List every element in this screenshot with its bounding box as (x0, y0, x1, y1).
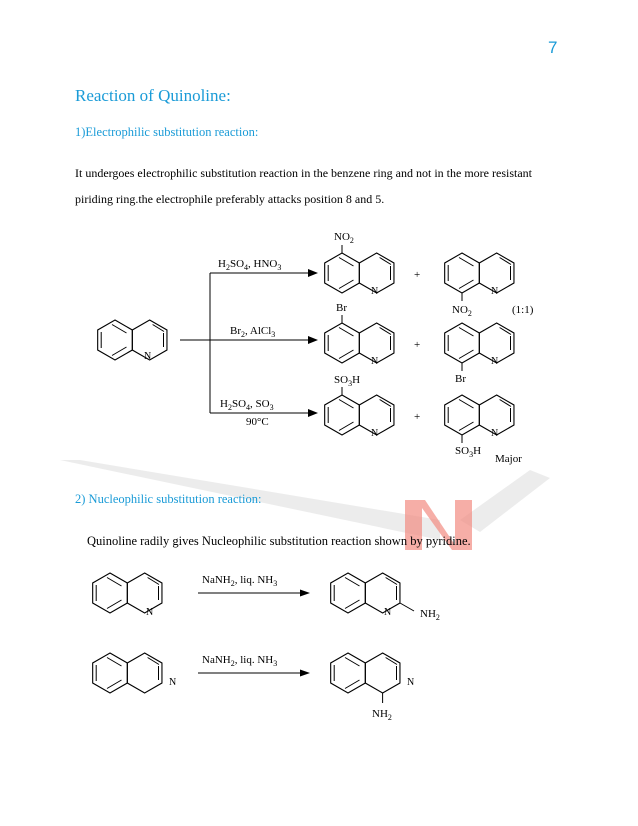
nitrogen-label: N (371, 356, 379, 367)
product-ratio: (1:1) (512, 304, 534, 316)
paragraph-line: It undergoes electrophilic substitution reaction in the benzene ring and not in the more resistant (75, 166, 532, 180)
substituent-no2: $NO_2$ (452, 304, 472, 318)
paragraph-line: piriding ring.the electrophile preferably attacks position 8 and 5. (75, 192, 385, 206)
plus-sign: + (414, 411, 421, 423)
substituent-so3h: $SO_3H$ (334, 374, 361, 388)
nitrogen-label: N (491, 286, 499, 297)
product-8-nitroquinoline (445, 253, 514, 293)
nitrogen-label: N (491, 428, 499, 439)
substituent-so3h: $SO_3H$ (455, 445, 482, 459)
product-5-nitroquinoline (325, 253, 394, 293)
nitrogen-label: N (371, 286, 379, 297)
substituent-br: Br (336, 302, 347, 314)
plus-sign: + (414, 339, 421, 351)
nitrogen-label: N (491, 356, 499, 367)
substituent-no2: $NO_2$ (334, 231, 354, 245)
nitrogen-label: N (407, 677, 415, 688)
product-quinoline-8-sulfonic-acid (445, 395, 514, 435)
page-number: 7 (548, 38, 558, 57)
quinoline-structure (98, 320, 167, 360)
substituent-nh2: $NH_2$ (420, 608, 440, 622)
paragraph-nucleophilic: Quinoline radily gives Nucleophilic substitution reaction shown by pyridine. (87, 534, 471, 548)
substituent-nh2: $NH_2$ (372, 708, 392, 722)
reagent-sodamide: NaNH$_2$, liq. $NH_3$ (202, 654, 278, 668)
paragraph-electrophilic (75, 160, 570, 212)
product-5-bromoquinoline (325, 323, 394, 363)
nitrogen-label: N (384, 607, 392, 618)
reagent-sulfonation: $H_2SO_4$, $SO_3$ (220, 398, 274, 412)
substituent-br: Br (455, 373, 466, 385)
reaction-condition: 90°C (246, 416, 269, 428)
nitrogen-label: N (146, 607, 154, 618)
plus-sign: + (414, 269, 421, 281)
reagent-bromination: $Br_2$, AlCl$_3$ (230, 325, 276, 339)
nitrogen-label: N (169, 677, 177, 688)
product-1-aminoisoquinoline (331, 653, 400, 693)
electrophilic-substitution-scheme (80, 225, 550, 475)
product-quinoline-5-sulfonic-acid (325, 395, 394, 435)
section-heading-electrophilic: 1)Electrophilic substitution reaction: (75, 125, 259, 139)
isoquinoline-structure (93, 653, 162, 693)
reagent-sodamide: NaNH$_2$, liq. $NH_3$ (202, 574, 278, 588)
page-title: Reaction of Quinoline: (75, 86, 231, 105)
product-8-bromoquinoline (445, 323, 514, 363)
reagent-nitration: $H_2SO_4$, $HNO_3$ (218, 258, 282, 272)
nucleophilic-substitution-scheme (80, 560, 480, 730)
section-heading-nucleophilic: 2) Nucleophilic substitution reaction: (75, 492, 262, 506)
nitrogen-label: N (371, 428, 379, 439)
major-product-label: Major (495, 453, 522, 465)
nitrogen-label: N (144, 351, 152, 362)
